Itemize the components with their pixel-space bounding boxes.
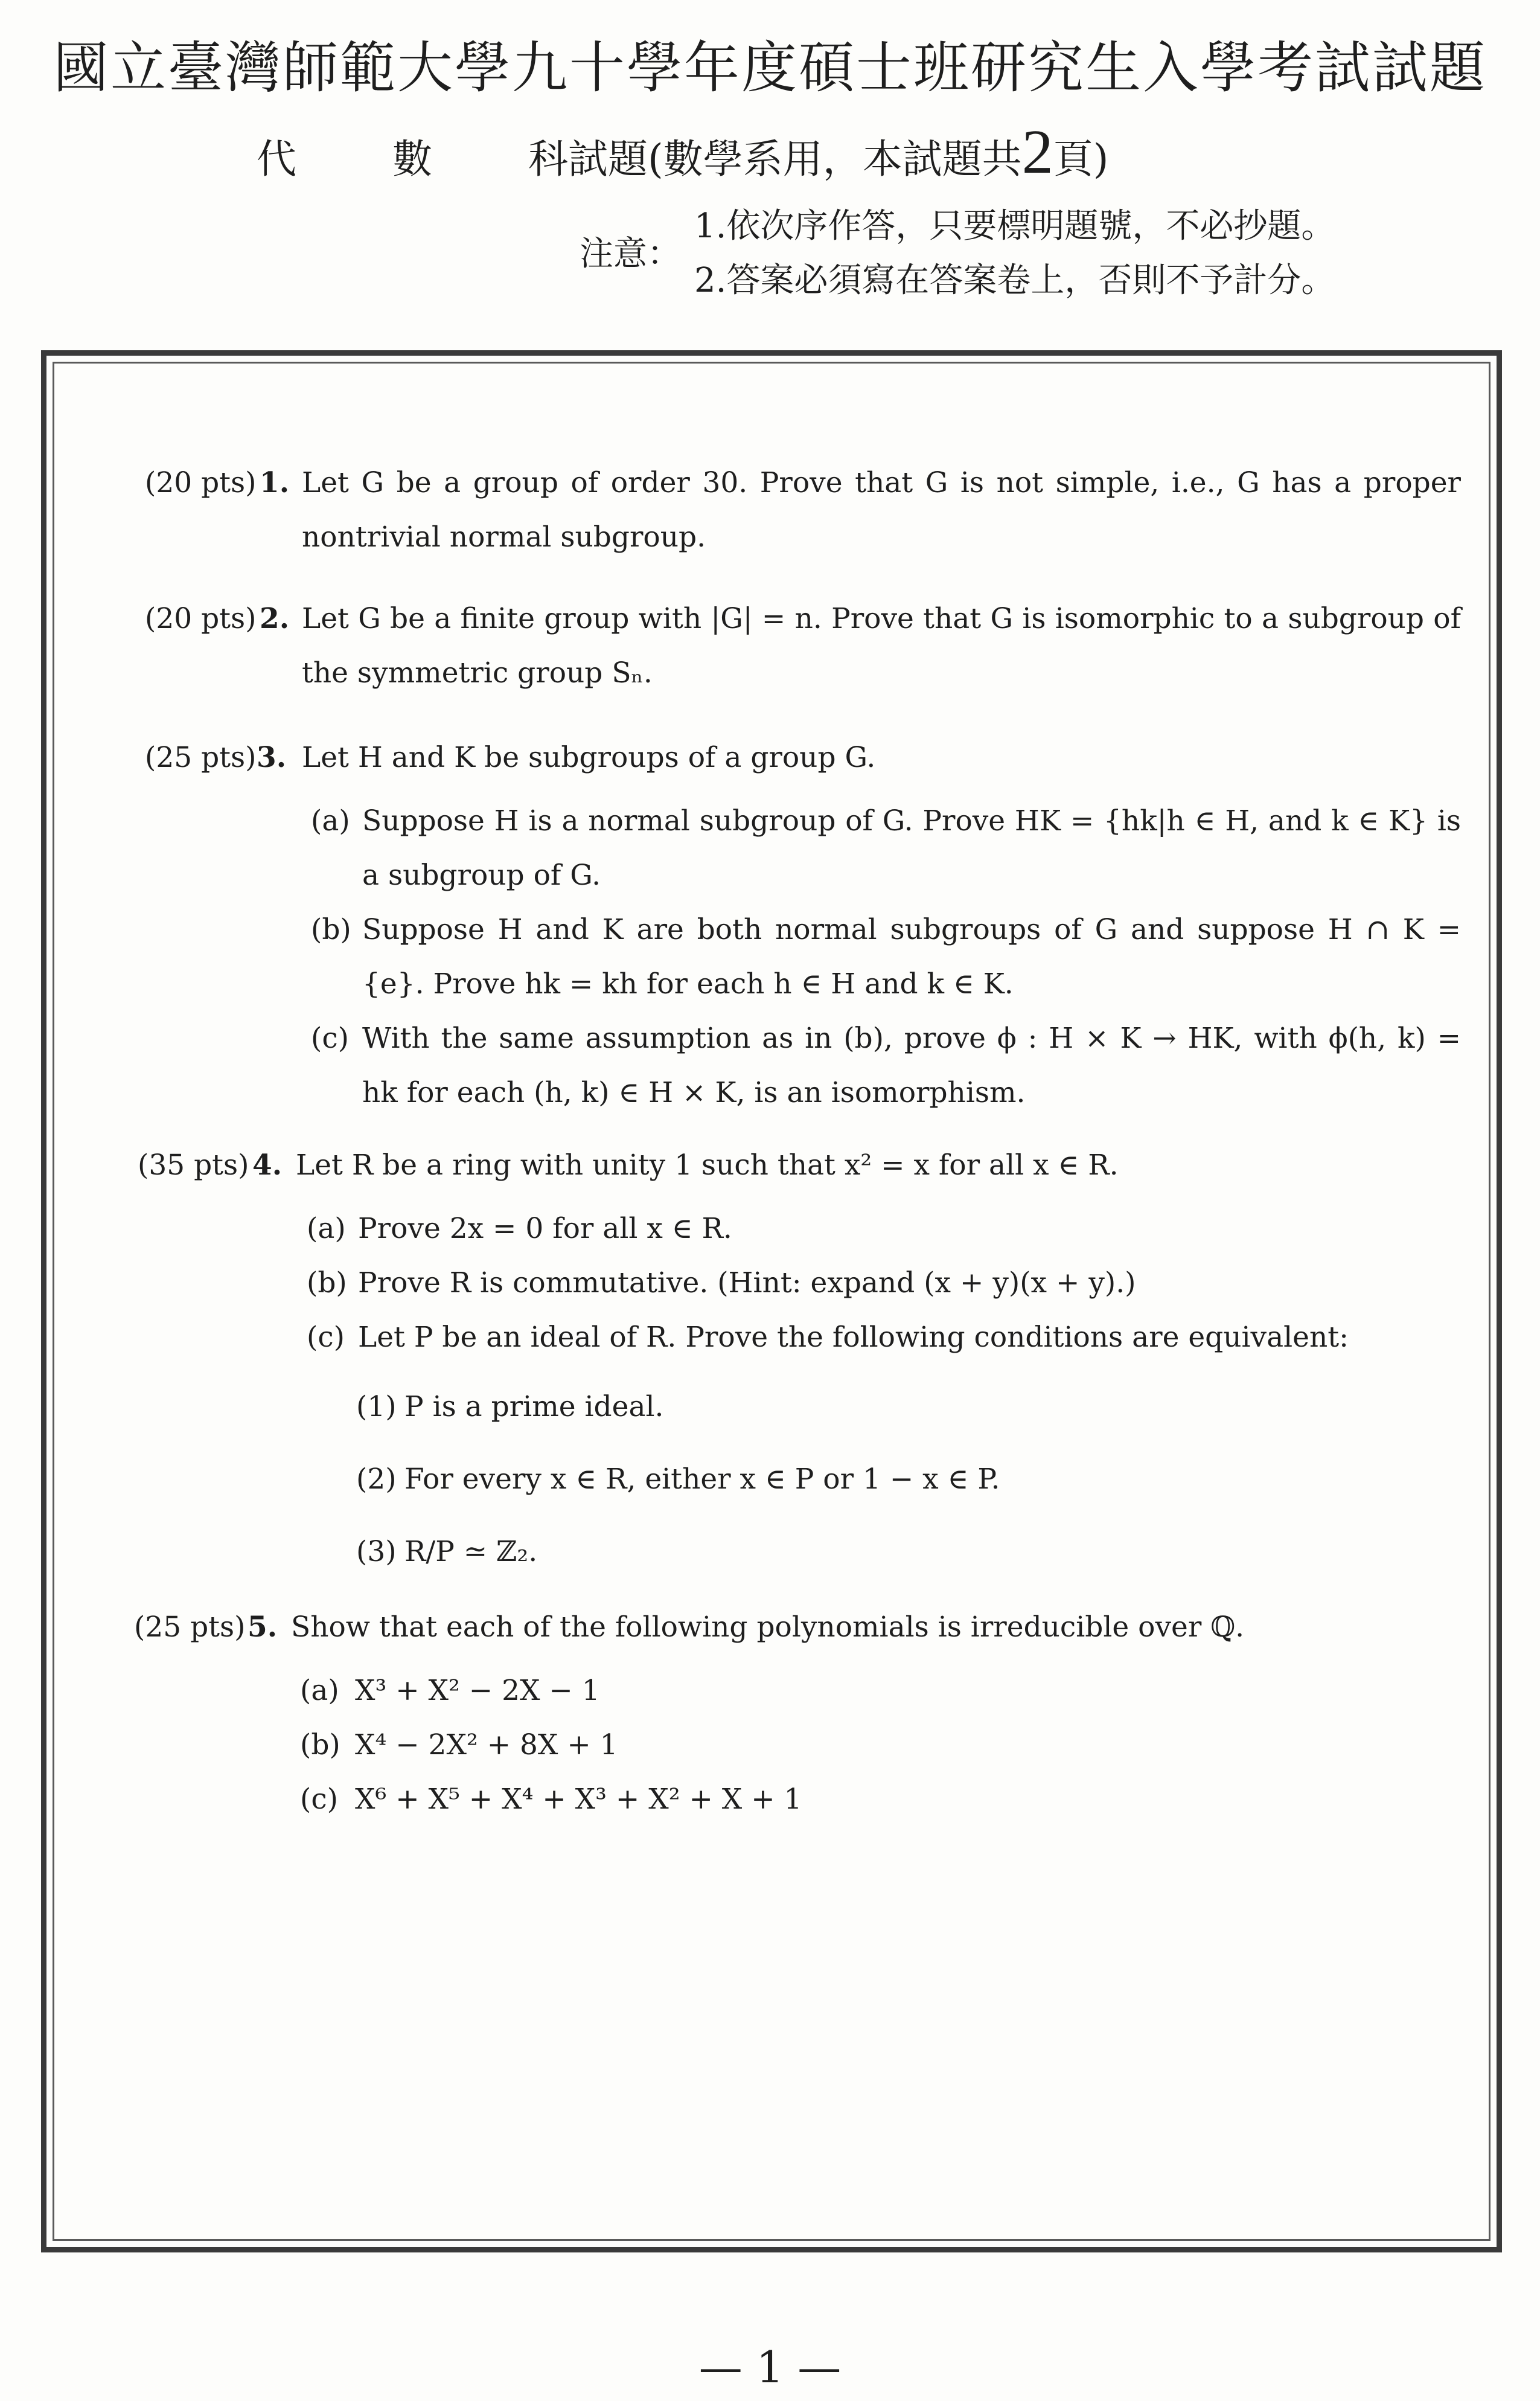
question-points: (35 pts)	[138, 1149, 249, 1182]
notice-label: 注意：	[580, 234, 681, 274]
part-text: Prove 2x = 0 for all x ∈ R.	[358, 1212, 732, 1245]
part-label: (c)	[307, 1321, 345, 1354]
page-number: — 1 —	[698, 2342, 842, 2393]
question-points: (25 pts)	[134, 1611, 246, 1644]
part-label: (b)	[307, 1266, 347, 1300]
question-text: Let R be a ring with unity 1 such that x² = x for all x ∈ R.	[296, 1149, 1119, 1182]
part-label: (b)	[300, 1728, 340, 1761]
part-text: Suppose H is a normal subgroup of G. Prove HK = {hk|h ∈ H, and k ∈ K} is a subgroup of G.	[362, 804, 1461, 892]
question-points: (20 pts)	[145, 602, 257, 635]
notice-item: 1.依次序作答，只要標明題號，不必抄題。	[694, 207, 1335, 246]
total-pages: 2	[1021, 117, 1053, 187]
question-number: 2.	[260, 602, 290, 635]
part-label: (a)	[311, 804, 350, 838]
condition-label: (2)	[356, 1463, 397, 1496]
part-text: X⁴ − 2X² + 8X + 1	[355, 1728, 618, 1761]
question-points: (25 pts)	[145, 741, 257, 774]
part-text: X⁶ + X⁵ + X⁴ + X³ + X² + X + 1	[355, 1783, 802, 1816]
condition-text: For every x ∈ R, either x ∈ P or 1 − x ∈ P.	[404, 1463, 1000, 1496]
notice-item: 2.答案必須寫在答案卷上，否則不予計分。	[694, 261, 1335, 300]
part-label: (c)	[311, 1022, 349, 1055]
subject-char-1: 代	[257, 136, 296, 182]
question-number: 4.	[252, 1149, 283, 1182]
subject-suffix: 科試題	[528, 136, 648, 182]
department-note-close: 頁)	[1053, 136, 1109, 182]
part-label: (c)	[300, 1783, 338, 1816]
part-text: X³ + X² − 2X − 1	[355, 1674, 600, 1707]
question-text: Let G be a finite group with |G| = n. Prove that G is isomorphic to a subgroup of the symmetric group Sₙ.	[302, 602, 1461, 690]
question-points: (20 pts)	[145, 466, 257, 499]
exam-title: 國立臺灣師範大學九十學年度碩士班研究生入學考試試題	[53, 36, 1487, 100]
part-text: Suppose H and K are both normal subgroups of G and suppose H ∩ K = {e}. Prove hk = kh for each h ∈ H and k ∈ K.	[362, 913, 1461, 1001]
part-label: (b)	[311, 913, 351, 946]
notice-items	[694, 199, 1335, 308]
part-text: Prove R is commutative. (Hint: expand (x + y)(x + y).)	[358, 1266, 1136, 1300]
part-label: (a)	[300, 1674, 339, 1707]
part-text: With the same assumption as in (b), prove ϕ : H × K → HK, with ϕ(h, k) = hk for each (h, k) ∈ H × K, is an isomorphism.	[362, 1022, 1461, 1109]
question-text: Let H and K be subgroups of a group G.	[302, 741, 876, 774]
condition-label: (3)	[356, 1535, 397, 1568]
condition-text: R/P ≃ ℤ₂.	[404, 1535, 538, 1568]
question-text: Let G be a group of order 30. Prove that G is not simple, i.e., G has a proper nontrivial normal subgroup.	[302, 466, 1461, 554]
question-number: 1.	[260, 466, 290, 499]
department-note: (數學系用，本試題共	[648, 136, 1022, 182]
condition-text: P is a prime ideal.	[404, 1390, 664, 1423]
subject-line	[257, 117, 1109, 187]
question-number: 3.	[257, 741, 287, 774]
condition-label: (1)	[356, 1390, 397, 1423]
subject-char-2: 數	[392, 136, 432, 182]
question-text: Show that each of the following polynomials is irreducible over ℚ.	[291, 1611, 1245, 1644]
question-number: 5.	[248, 1611, 278, 1644]
part-label: (a)	[307, 1212, 346, 1245]
part-text: Let P be an ideal of R. Prove the following conditions are equivalent:	[358, 1321, 1349, 1354]
